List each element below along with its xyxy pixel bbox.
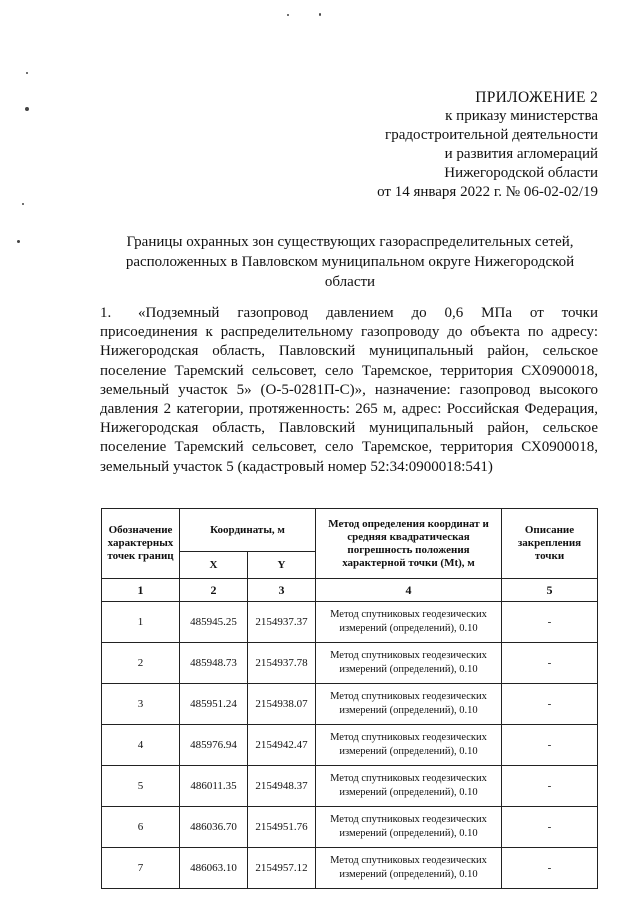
coord-x: 486011.35 (180, 766, 248, 807)
coord-y: 2154942.47 (248, 725, 316, 766)
description-cell: - (502, 725, 598, 766)
scan-speck (319, 13, 321, 16)
header-coordinates: Координаты, м (180, 509, 316, 552)
table-row (102, 848, 598, 889)
description-cell: - (502, 643, 598, 684)
scan-speck (22, 203, 24, 205)
scan-speck (26, 72, 28, 74)
coord-x: 486036.70 (180, 807, 248, 848)
description-cell: - (502, 848, 598, 889)
paragraph-text: «Подземный газопровод давлением до 0,6 МПа от точки присоединения к распределительному газопроводу до объекта по адресу: Нижегородская область, Павловский муниципальный район, сельское поселение Таремский сельсовет, село Таремское, территория СХ0900018, земельный участок 5» (О-5-0281П-С)», назначение: газопровод высокого давления 2 категории, протяженность: 265 м, адрес: Российская Федерация, Нижегородская область, Павловский муниципальный район, сельское поселение Таремский сельсовет, село Таремское, территория СХ0900018, земельный участок 5 (кадастровый номер 52:34:0900018:541) (100, 305, 598, 475)
description-cell: - (502, 807, 598, 848)
point-number: 1 (102, 602, 180, 643)
coord-x: 486063.10 (180, 848, 248, 889)
object-description (100, 304, 598, 477)
method-cell: Метод спутниковых геодезических измерений (определений), 0.10 (316, 848, 502, 889)
table-row (102, 643, 598, 684)
point-number: 3 (102, 684, 180, 725)
appendix-line: от 14 января 2022 г. № 06-02-02/19 (377, 184, 598, 200)
appendix-block (278, 88, 598, 202)
coord-y: 2154951.76 (248, 807, 316, 848)
paragraph-number: 1. (100, 305, 112, 321)
description-cell: - (502, 766, 598, 807)
header-x: X (180, 552, 248, 579)
method-cell: Метод спутниковых геодезических измерений (определений), 0.10 (316, 602, 502, 643)
coord-y: 2154957.12 (248, 848, 316, 889)
method-cell: Метод спутниковых геодезических измерений (определений), 0.10 (316, 807, 502, 848)
method-cell: Метод спутниковых геодезических измерений (определений), 0.10 (316, 725, 502, 766)
heading-line: области (324, 274, 376, 290)
description-cell: - (502, 602, 598, 643)
point-number: 7 (102, 848, 180, 889)
coord-x: 485976.94 (180, 725, 248, 766)
table-row (102, 807, 598, 848)
scan-speck (287, 14, 289, 16)
document-heading (100, 232, 600, 292)
column-index: 3 (248, 579, 316, 602)
coord-y: 2154937.37 (248, 602, 316, 643)
scan-speck (17, 240, 20, 243)
method-cell: Метод спутниковых геодезических измерений (определений), 0.10 (316, 643, 502, 684)
column-index: 2 (180, 579, 248, 602)
column-index-row (102, 579, 598, 602)
header-designation: Обозначение характерных точек границ (102, 509, 180, 579)
method-cell: Метод спутниковых геодезических измерений (определений), 0.10 (316, 684, 502, 725)
point-number: 4 (102, 725, 180, 766)
table-row (102, 725, 598, 766)
header-method: Метод определения координат и средняя квадратическая погрешность положения характерной точки (Mt), м (316, 509, 502, 579)
coord-y: 2154948.37 (248, 766, 316, 807)
scan-speck (25, 107, 29, 111)
table-row (102, 766, 598, 807)
column-index: 1 (102, 579, 180, 602)
appendix-line: Нижегородской области (444, 165, 598, 181)
point-number: 6 (102, 807, 180, 848)
coord-y: 2154938.07 (248, 684, 316, 725)
appendix-line: и развития агломераций (444, 146, 598, 162)
appendix-line: градостроительной деятельности (385, 127, 598, 143)
heading-line: Границы охранных зон существующих газораспределительных сетей, (126, 234, 574, 250)
header-description: Описание закрепления точки (502, 509, 598, 579)
table-row (102, 684, 598, 725)
method-cell: Метод спутниковых геодезических измерений (определений), 0.10 (316, 766, 502, 807)
table-row (102, 602, 598, 643)
appendix-line: к приказу министерства (445, 108, 598, 124)
coord-x: 485948.73 (180, 643, 248, 684)
coord-y: 2154937.78 (248, 643, 316, 684)
description-cell: - (502, 684, 598, 725)
coordinates-table (101, 508, 598, 889)
coord-x: 485951.24 (180, 684, 248, 725)
point-number: 2 (102, 643, 180, 684)
heading-line: расположенных в Павловском муниципальном округе Нижегородской (125, 254, 575, 270)
column-index: 5 (502, 579, 598, 602)
header-y: Y (248, 552, 316, 579)
coord-x: 485945.25 (180, 602, 248, 643)
appendix-title: ПРИЛОЖЕНИЕ 2 (475, 89, 598, 106)
point-number: 5 (102, 766, 180, 807)
column-index: 4 (316, 579, 502, 602)
